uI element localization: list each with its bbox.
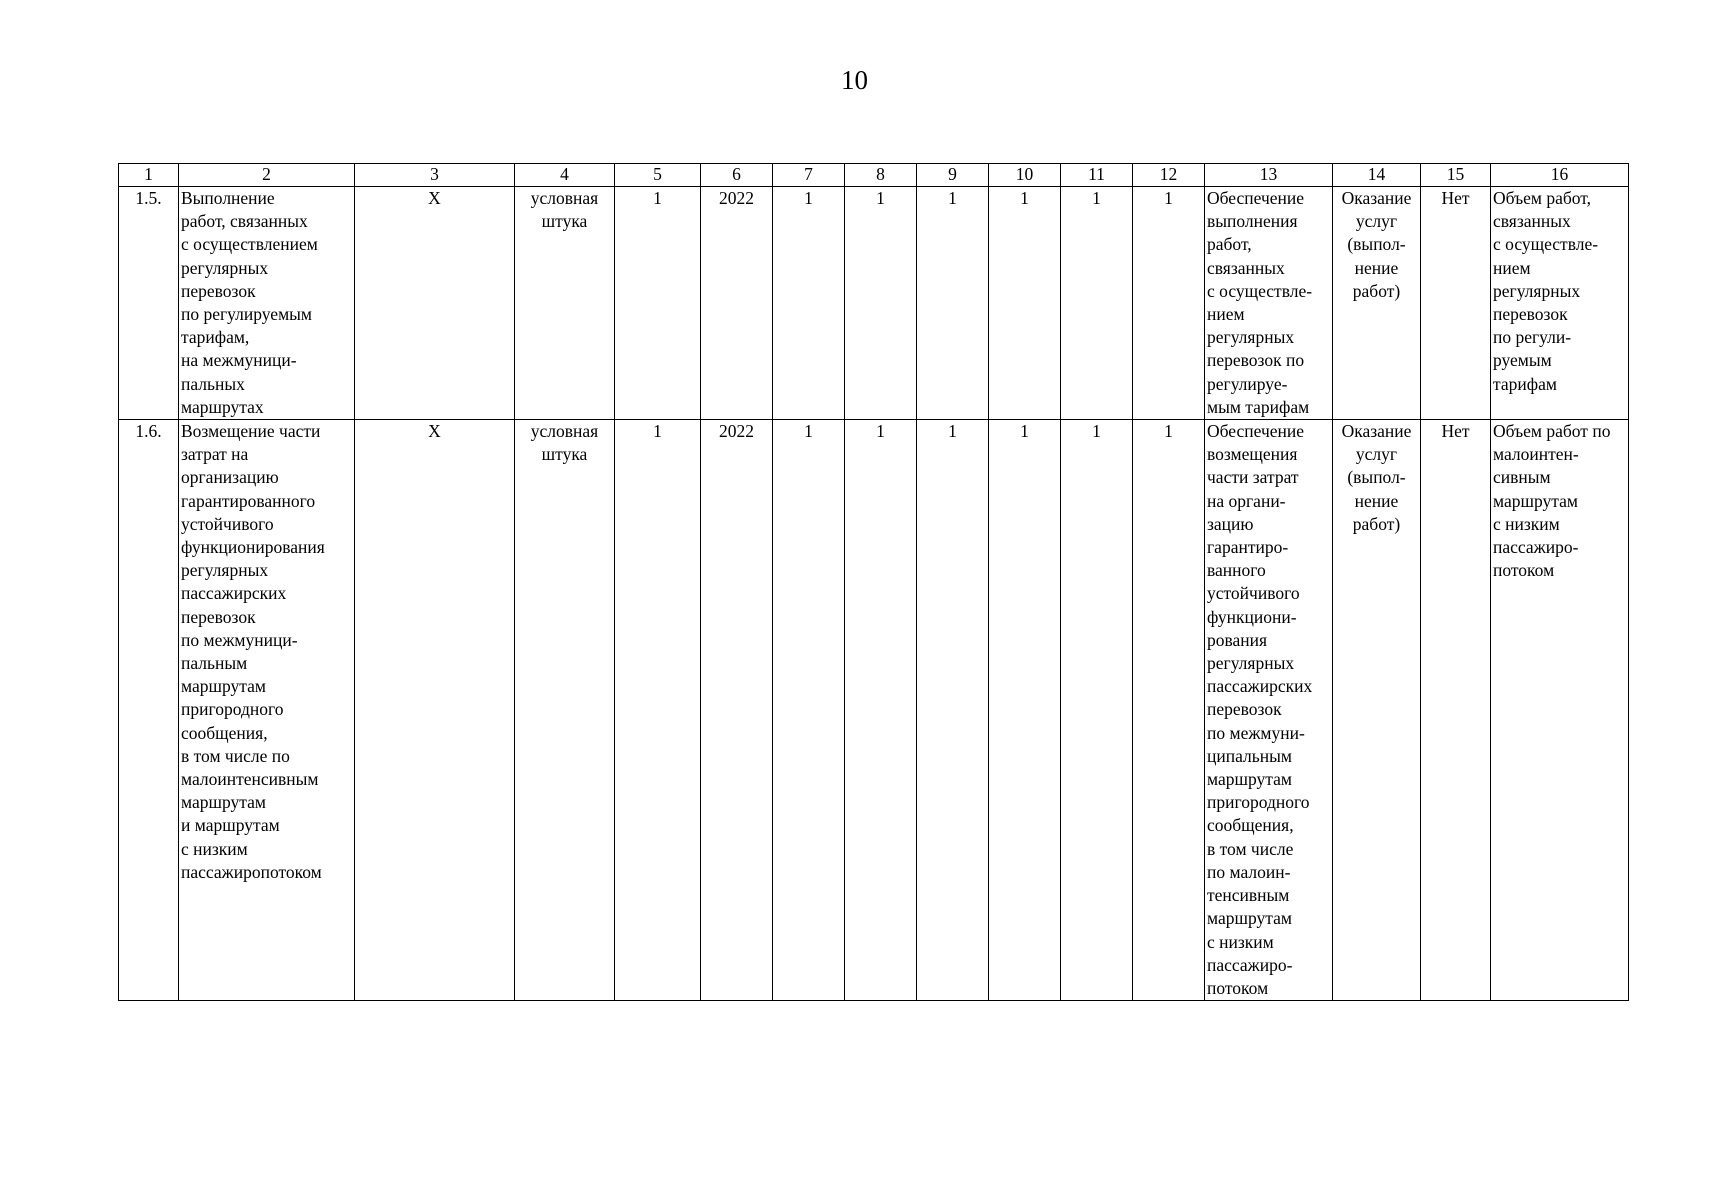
cell-line: нием — [1207, 304, 1245, 325]
cell-line: затрат на — [181, 444, 249, 465]
cell-line: пригородного — [1207, 792, 1310, 813]
cell-line: в том числе — [1207, 838, 1294, 859]
cell-line: устойчивого — [181, 513, 274, 534]
cell-line: с осуществле- — [1207, 280, 1313, 301]
cell-line: штука — [541, 444, 588, 465]
column-header: 4 — [515, 164, 615, 187]
cell-line: руемым — [1493, 350, 1552, 371]
cell-line: регулярных — [1493, 280, 1581, 301]
data-table — [118, 163, 1629, 1001]
column-header: 9 — [917, 164, 989, 187]
cell-line: маршрутам — [1207, 908, 1292, 929]
column-header: 13 — [1205, 164, 1333, 187]
cell-line: пригородного — [181, 699, 284, 720]
cell-line: Оказание — [1341, 421, 1412, 442]
cell-line: с низким — [181, 838, 248, 859]
cell-line: ванного — [1207, 560, 1266, 581]
cell-line: Объем работ по — [1493, 421, 1611, 442]
cell-line: функциони- — [1207, 606, 1297, 627]
cell-line: пассажирских — [1207, 676, 1313, 697]
cell-line: (выпол- — [1347, 234, 1406, 255]
cell-line: работ, связанных — [181, 211, 308, 232]
cell-line: пассажиро- — [1207, 954, 1293, 975]
cell-line: на межмуници- — [181, 350, 297, 371]
cell-line: с осуществлением — [181, 234, 318, 255]
cell-line: работ) — [1352, 513, 1401, 534]
cell-col-15: Нет — [1421, 187, 1491, 420]
cell-line: выполнения — [1207, 211, 1298, 232]
cell-line: сивным — [1493, 467, 1551, 488]
cell-col-14 — [1333, 187, 1421, 420]
cell-col-11: 1 — [1061, 187, 1133, 420]
cell-line: по регули- — [1493, 327, 1572, 348]
cell-line: регулярных — [1207, 327, 1295, 348]
cell-col-3: Х — [355, 420, 515, 1001]
table-row — [119, 187, 1629, 420]
cell-line: в том числе по — [181, 745, 290, 766]
cell-col-10: 1 — [989, 420, 1061, 1001]
column-header: 14 — [1333, 164, 1421, 187]
cell-col-16 — [1491, 187, 1629, 420]
cell-line: штука — [541, 211, 588, 232]
cell-line: мым тарифам — [1207, 396, 1310, 417]
cell-line: части затрат — [1207, 467, 1299, 488]
cell-line: на органи- — [1207, 490, 1286, 511]
cell-line: Возмещение части — [181, 421, 321, 442]
cell-line: нием — [1493, 257, 1531, 278]
cell-line: с низким — [1493, 513, 1560, 534]
column-header: 10 — [989, 164, 1061, 187]
cell-line: по межмуни- — [1207, 722, 1305, 743]
cell-line: пассажиро- — [1493, 537, 1579, 558]
year-cell: 2022 — [701, 187, 773, 420]
cell-line: тарифам, — [181, 327, 250, 348]
column-header: 5 — [615, 164, 701, 187]
cell-line: связанных — [1493, 211, 1571, 232]
column-header: 12 — [1133, 164, 1205, 187]
cell-line: Обеспечение — [1207, 421, 1305, 442]
cell-line: условная — [530, 421, 599, 442]
cell-line: малоинтен- — [1493, 444, 1579, 465]
cell-line: сообщения, — [1207, 815, 1294, 836]
cell-line: устойчивого — [1207, 583, 1300, 604]
cell-line: (выпол- — [1347, 467, 1406, 488]
cell-line: регулярных — [1207, 653, 1295, 674]
cell-line: сообщения, — [181, 722, 268, 743]
cell-line: перевозок — [181, 606, 256, 627]
column-header: 16 — [1491, 164, 1629, 187]
cell-col-5: 1 — [615, 187, 701, 420]
cell-line: нение — [1354, 490, 1399, 511]
cell-line: по регулируемым — [181, 304, 312, 325]
cell-line: Оказание — [1341, 188, 1412, 208]
cell-line: по межмуници- — [181, 629, 298, 650]
cell-col-3: Х — [355, 187, 515, 420]
cell-line: рования — [1207, 629, 1268, 650]
cell-line: Обеспечение — [1207, 188, 1305, 208]
cell-col-7: 1 — [773, 187, 845, 420]
cell-col-10: 1 — [989, 187, 1061, 420]
row-number: 1.6. — [119, 420, 179, 1001]
cell-line: нение — [1354, 257, 1399, 278]
cell-line: регулируе- — [1207, 373, 1288, 394]
cell-line: маршрутам — [181, 792, 266, 813]
cell-line: потоком — [1493, 560, 1555, 581]
cell-col-9: 1 — [917, 420, 989, 1001]
unit-cell — [515, 187, 615, 420]
cell-line: тенсивным — [1207, 885, 1290, 906]
cell-line: Выполнение — [181, 188, 275, 208]
cell-line: по малоин- — [1207, 861, 1291, 882]
cell-line: работ, — [1207, 234, 1252, 255]
column-header: 7 — [773, 164, 845, 187]
cell-line: маршрутам — [1207, 769, 1292, 790]
cell-line: зацию — [1207, 513, 1254, 534]
cell-line: перевозок — [1207, 699, 1282, 720]
cell-col-14 — [1333, 420, 1421, 1001]
column-header: 15 — [1421, 164, 1491, 187]
cell-line: малоинтенсивным — [181, 769, 319, 790]
cell-line: пассажирских — [181, 583, 287, 604]
cell-line: услуг — [1355, 444, 1398, 465]
cell-line: перевозок — [181, 280, 256, 301]
cell-line: ципальным — [1207, 745, 1292, 766]
cell-line: пассажиропотоком — [181, 861, 322, 882]
cell-line: тарифам — [1493, 373, 1557, 394]
cell-col-9: 1 — [917, 187, 989, 420]
column-number-header — [119, 164, 1629, 187]
cell-col-7: 1 — [773, 420, 845, 1001]
cell-line: гарантиро- — [1207, 537, 1289, 558]
cell-line: услуг — [1355, 211, 1398, 232]
cell-line: с низким — [1207, 931, 1274, 952]
row-number: 1.5. — [119, 187, 179, 420]
cell-line: Объем работ, — [1493, 188, 1592, 208]
cell-line: перевозок по — [1207, 350, 1305, 371]
cell-line: регулярных — [181, 257, 269, 278]
row-name — [179, 420, 355, 1001]
cell-line: потоком — [1207, 977, 1269, 998]
cell-col-13 — [1205, 420, 1333, 1001]
cell-col-8: 1 — [845, 420, 917, 1001]
cell-line: перевозок — [1493, 304, 1568, 325]
cell-col-15: Нет — [1421, 420, 1491, 1001]
column-header: 11 — [1061, 164, 1133, 187]
cell-line: и маршрутам — [181, 815, 280, 836]
cell-line: функционирования — [181, 537, 325, 558]
column-header: 6 — [701, 164, 773, 187]
year-cell: 2022 — [701, 420, 773, 1001]
cell-col-11: 1 — [1061, 420, 1133, 1001]
cell-line: маршрутах — [181, 396, 264, 417]
cell-line: работ) — [1352, 280, 1401, 301]
cell-line: организацию — [181, 467, 279, 488]
table-row — [119, 420, 1629, 1001]
cell-line: маршрутам — [1493, 490, 1578, 511]
column-header: 3 — [355, 164, 515, 187]
cell-col-12: 1 — [1133, 420, 1205, 1001]
cell-col-8: 1 — [845, 187, 917, 420]
page-number: 10 — [841, 65, 868, 95]
cell-line: пальным — [181, 653, 248, 674]
cell-line: пальных — [181, 373, 245, 394]
cell-col-13 — [1205, 187, 1333, 420]
cell-col-12: 1 — [1133, 187, 1205, 420]
cell-line: возмещения — [1207, 444, 1298, 465]
cell-line: маршрутам — [181, 676, 266, 697]
cell-line: регулярных — [181, 560, 269, 581]
cell-line: гарантированного — [181, 490, 316, 511]
cell-col-16 — [1491, 420, 1629, 1001]
cell-line: условная — [530, 188, 599, 208]
cell-line: связанных — [1207, 257, 1285, 278]
cell-line: с осуществле- — [1493, 234, 1599, 255]
column-header: 2 — [179, 164, 355, 187]
row-name — [179, 187, 355, 420]
column-header: 8 — [845, 164, 917, 187]
unit-cell — [515, 420, 615, 1001]
cell-col-5: 1 — [615, 420, 701, 1001]
column-header: 1 — [119, 164, 179, 187]
